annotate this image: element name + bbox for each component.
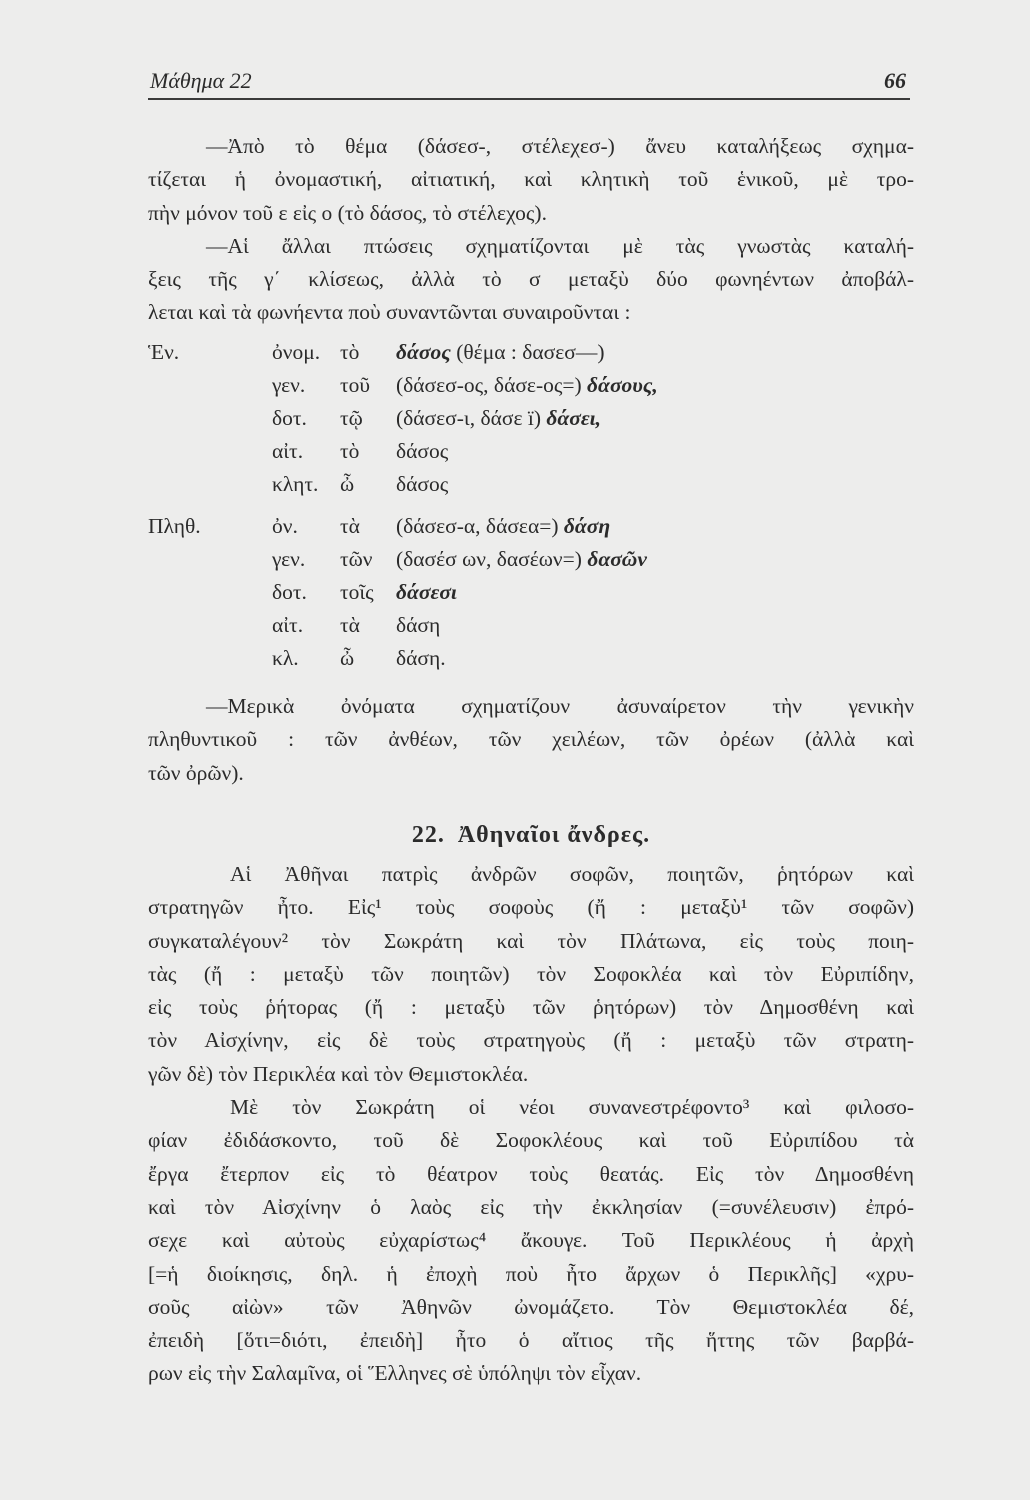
case-label: κλητ.	[272, 472, 319, 496]
intro-paragraph-1	[148, 130, 914, 230]
reading-text	[148, 858, 914, 1391]
text-line: συγκαταλέγουν² τὸν Σωκράτη καὶ τὸν Πλάτωνα, εἰς τοὺς ποιη-	[148, 928, 914, 953]
article: ὦ	[340, 472, 355, 496]
text-line: γῶν δὲ) τὸν Περικλέα καὶ τὸν Θεμιστοκλέα.	[148, 1061, 529, 1086]
text-line: τῶν ὀρῶν).	[148, 760, 244, 785]
article: τοῦ	[340, 373, 371, 397]
text-line: τίζεται ἡ ὀνομαστική, αἰτιατική, καὶ κλητικὴ τοῦ ἑνικοῦ, μὲ τρο-	[148, 167, 914, 192]
stem-note: (δάσεσ-ι, δάσε ï)	[396, 406, 541, 430]
chapter-title: Μάθημα 22	[150, 68, 252, 93]
article: τοῖς	[340, 580, 374, 604]
declension-detail	[396, 373, 658, 398]
text-line: ρων εἰς τὴν Σαλαμῖνα, οἱ Ἕλληνες σὲ ὑπόληψι τὸν εἶχαν.	[148, 1361, 642, 1386]
text-line: σοῦς αἰὼν» τῶν Ἀθηνῶν ὠνομάζετο. Τὸν Θεμιστοκλέα δέ,	[148, 1294, 914, 1319]
case-label: αἰτ.	[272, 439, 304, 463]
noun-form: δάσος	[396, 439, 449, 463]
text-line: [=ἡ διοίκησις, δηλ. ἡ ἐποχὴ ποὺ ἦτο ἄρχων ὁ Περικλῆς] «χρυ-	[148, 1261, 914, 1286]
reading-paragraph-1	[148, 858, 914, 1091]
text-line: —Αἱ ἄλλαι πτώσεις σχηματίζονται μὲ τὰς γνωστὰς καταλή-	[206, 233, 914, 258]
header-rule	[148, 98, 910, 100]
declension-detail	[396, 406, 601, 431]
text-line: λεται καὶ τὰ φωνήεντα ποὺ συναντῶνται συναιροῦνται :	[148, 300, 631, 325]
intro-text	[148, 130, 914, 330]
text-line: —Ἀπὸ τὸ θέμα (δάσεσ-, στέλεχεσ-) ἄνευ καταλήξεως σχημα-	[206, 134, 914, 158]
noun-form: δάση	[396, 613, 441, 637]
case-label: ὀν.	[272, 514, 298, 538]
text-line: Μὲ τὸν Σωκράτη οἱ νέοι συνανεστρέφοντο³ καὶ φιλοσο-	[230, 1095, 914, 1120]
stem-note: (θέμα : δασεσ—)	[456, 340, 605, 364]
case-label: δοτ.	[272, 406, 307, 430]
text-line: εἰς τοὺς ῥήτορας (ἤ : μεταξὺ τῶν ῥητόρων) τὸν Δημοσθένη καὶ	[148, 995, 914, 1020]
case-label: δοτ.	[272, 580, 307, 604]
declension-detail	[396, 547, 647, 572]
text-line: πὴν μόνον τοῦ ε εἰς ο (τὸ δάσος, τὸ στέλεχος).	[148, 200, 547, 225]
section-heading	[148, 822, 914, 849]
article: τὸ	[340, 340, 360, 364]
text-line: σεχε καὶ αὐτοὺς εὐχαρίστως⁴ ἄκουγε. Τοῦ Περικλέους ἡ ἀρχὴ	[148, 1228, 914, 1253]
noun-form: δασῶν	[587, 547, 647, 571]
noun-form: δάσος	[396, 340, 451, 364]
noun-form: δάσει,	[546, 406, 602, 430]
note-paragraph	[148, 690, 914, 790]
section-title: Ἀθηναῖοι ἄνδρες.	[457, 822, 651, 848]
stem-note: (δασέσ ων, δασέων=)	[396, 547, 582, 571]
declension-detail	[396, 514, 610, 539]
article: τὰ	[340, 514, 360, 538]
noun-form: δάσεσι	[396, 580, 457, 604]
section-number: 22.	[411, 822, 445, 848]
number-label: Πληθ.	[148, 514, 201, 538]
article: ὦ	[340, 646, 355, 670]
case-label: γεν.	[272, 373, 306, 397]
article: τῷ	[340, 406, 363, 430]
running-head	[150, 68, 910, 98]
noun-form: δάσους,	[587, 373, 658, 397]
article: τὸ	[340, 439, 360, 463]
declension-detail	[396, 340, 604, 365]
stem-note: (δάσεσ-ος, δάσε-ος=)	[396, 373, 582, 397]
article: τῶν	[340, 547, 373, 571]
page-number: 66	[884, 68, 906, 93]
stem-note: (δάσεσ-α, δάσεα=)	[396, 514, 559, 538]
noun-form: δάσος	[396, 472, 449, 496]
text-line: καὶ τὸν Αἰσχίνην ὁ λαὸς εἰς τὴν ἐκκλησίαν (=συνέλευσιν) ἐπρό-	[148, 1194, 914, 1219]
text-line: ξεις τῆς γ΄ κλίσεως, ἀλλὰ τὸ σ μεταξὺ δύο φωνηέντων ἀποβάλ-	[148, 267, 914, 292]
noun-form: δάση	[563, 514, 611, 538]
article: τὰ	[340, 613, 360, 637]
case-label: ὀνομ.	[272, 340, 321, 364]
text-line: τὰς (ἤ : μεταξὺ τῶν ποιητῶν) τὸν Σοφοκλέα καὶ τὸν Εὐριπίδην,	[148, 961, 914, 986]
text-line: στρατηγῶν ἦτο. Εἰς¹ τοὺς σοφοὺς (ἤ : μεταξὺ¹ τῶν σοφῶν)	[148, 895, 914, 920]
intro-paragraph-2	[148, 230, 914, 330]
case-label: κλ.	[272, 646, 299, 670]
text-line: ἔργα ἔτερπον εἰς τὸ θέατρον τοὺς θεατάς. Εἰς τὸν Δημοσθένη	[148, 1161, 914, 1186]
number-label: Ἑν.	[148, 340, 180, 364]
text-line: τὸν Αἰσχίνην, εἰς δὲ τοὺς στρατηγοὺς (ἤ : μεταξὺ τῶν στρατη-	[148, 1028, 914, 1053]
text-line: φίαν ἐδιδάσκοντο, τοῦ δὲ Σοφοκλέους καὶ τοῦ Εὐριπίδου τὰ	[148, 1128, 914, 1153]
note-text	[148, 690, 914, 790]
case-label: αἰτ.	[272, 613, 304, 637]
text-line: ἐπειδὴ [ὅτι=διότι, ἐπειδὴ] ἦτο ὁ αἴτιος τῆς ἥττης τῶν βαρβά-	[148, 1328, 914, 1353]
text-line: πληθυντικοῦ : τῶν ἀνθέων, τῶν χειλέων, τῶν ὀρέων (ἀλλὰ καὶ	[148, 727, 914, 752]
noun-form: δάση.	[396, 646, 446, 670]
text-line: Αἱ Ἀθῆναι πατρὶς ἀνδρῶν σοφῶν, ποιητῶν, ῥητόρων καὶ	[230, 862, 914, 886]
text-line: —Μερικὰ ὀνόματα σχηματίζουν ἀσυναίρετον τὴν γενικὴν	[206, 694, 914, 718]
reading-paragraph-2	[148, 1091, 914, 1391]
case-label: γεν.	[272, 547, 306, 571]
